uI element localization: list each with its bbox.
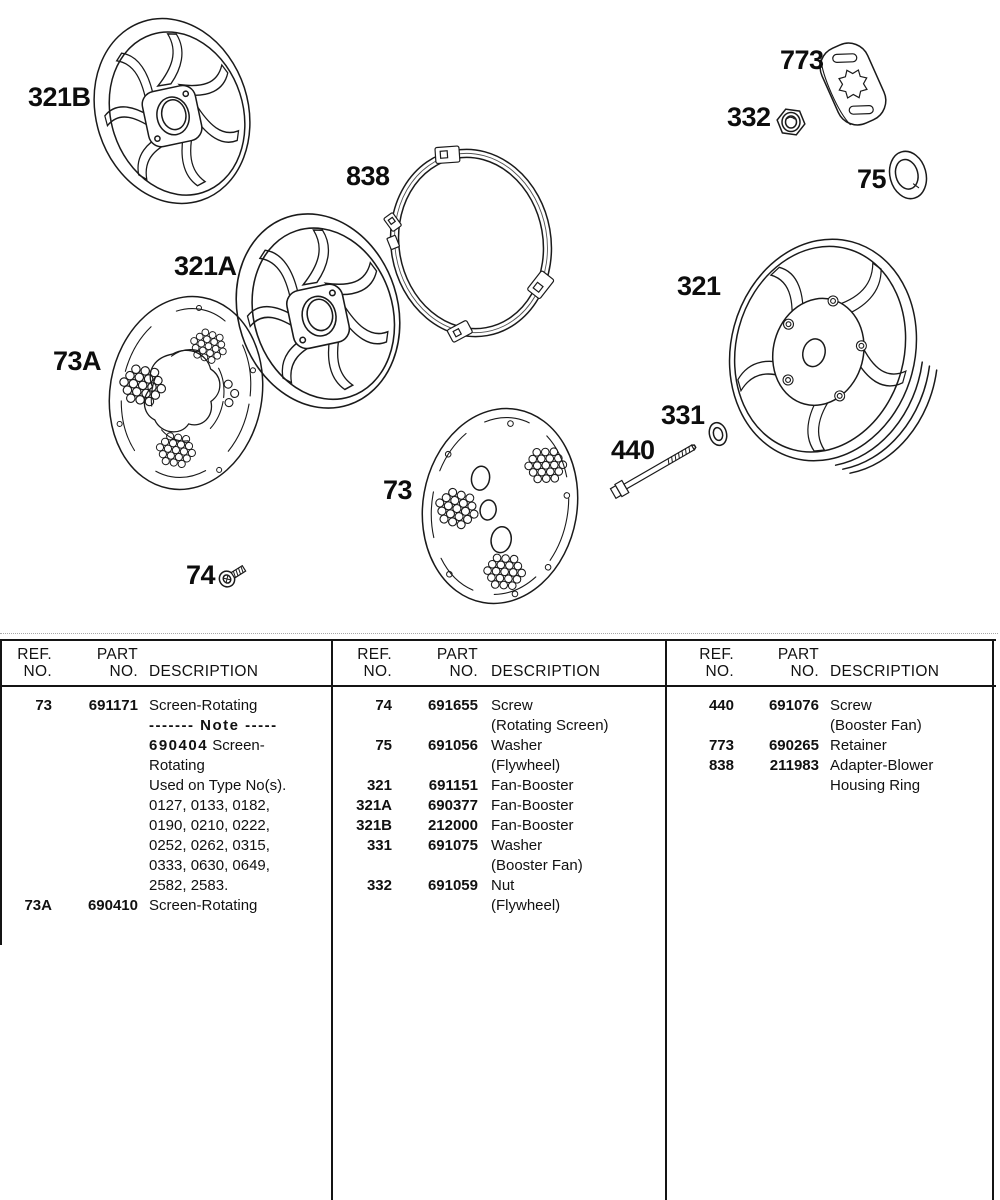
description: Used on Type No(s).	[149, 777, 287, 794]
parts-table-column-3	[670, 641, 1000, 796]
part-label-773: 773	[780, 45, 824, 75]
washer-75-drawing	[884, 147, 931, 203]
ref-no: 773	[708, 737, 734, 754]
table-row	[670, 696, 1000, 716]
description: (Booster Fan)	[491, 857, 583, 874]
table-row	[670, 736, 1000, 756]
description: (Flywheel)	[491, 897, 561, 914]
table-row	[336, 776, 666, 796]
part-label-331: 331	[661, 400, 705, 430]
table-body	[670, 696, 1000, 796]
table-row	[2, 816, 332, 836]
part-no: 691171	[88, 697, 138, 714]
part-no: 690410	[87, 897, 138, 914]
header-description: DESCRIPTION	[491, 663, 601, 680]
table-body	[336, 696, 666, 916]
table-row	[2, 696, 332, 716]
part-label-73a: 73A	[53, 346, 102, 376]
part-no: 691655	[427, 697, 478, 714]
part-no: 691151	[428, 777, 478, 794]
header-part: PART	[436, 646, 478, 663]
part-no: 691056	[427, 737, 478, 754]
table-top-dotted-line	[0, 633, 998, 634]
description: Retainer	[830, 737, 887, 754]
part-label-321b: 321B	[28, 82, 91, 112]
ref-no: 73	[35, 697, 52, 714]
table-row	[336, 756, 666, 776]
screen-73a-drawing	[94, 284, 277, 501]
screw-74-drawing	[216, 562, 248, 590]
part-label-74: 74	[186, 560, 216, 590]
table-row	[2, 776, 332, 796]
header-part: NO.	[109, 663, 138, 680]
screen-73-drawing	[407, 396, 593, 616]
table-row	[670, 716, 1000, 736]
header-ref: NO.	[23, 663, 52, 680]
header-ref: REF.	[17, 646, 52, 663]
ref-no: 74	[375, 697, 392, 714]
part-no: 691059	[427, 877, 478, 894]
parts-table-column-1	[2, 641, 332, 916]
ref-no: 331	[366, 837, 392, 854]
table-row	[336, 816, 666, 836]
table-row	[2, 856, 332, 876]
fan-321b-drawing	[71, 0, 274, 224]
description: Nut	[491, 877, 515, 894]
header-part: NO.	[790, 663, 819, 680]
ref-no: 838	[708, 757, 734, 774]
nut-332-drawing	[775, 108, 806, 136]
table-header	[336, 641, 666, 680]
retainer-773-drawing	[813, 36, 892, 131]
fan-321-drawing	[705, 218, 964, 488]
ref-no: 321B	[356, 817, 392, 834]
table-row	[2, 836, 332, 856]
description: Screen-Rotating	[149, 897, 258, 914]
part-no: 211983	[769, 757, 819, 774]
header-ref: NO.	[363, 663, 392, 680]
header-part: PART	[777, 646, 819, 663]
part-no: 691075	[427, 837, 478, 854]
description: (Flywheel)	[491, 757, 561, 774]
description: (Booster Fan)	[830, 717, 922, 734]
table-body	[2, 696, 332, 916]
table-row	[2, 796, 332, 816]
part-no: 691076	[768, 697, 819, 714]
table-row	[2, 756, 332, 776]
parts-table-column-2	[336, 641, 666, 916]
table-row	[336, 896, 666, 916]
part-label-321a: 321A	[174, 251, 237, 281]
ref-no: 332	[366, 877, 392, 894]
description: ------- Note -----	[149, 717, 278, 734]
ref-no: 321	[366, 777, 392, 794]
ref-no: 75	[375, 737, 392, 754]
table-row	[336, 716, 666, 736]
header-ref: REF.	[357, 646, 392, 663]
description: (Rotating Screen)	[491, 717, 609, 734]
description: 0333, 0630, 0649,	[149, 857, 270, 874]
header-description: DESCRIPTION	[830, 663, 940, 680]
description: Fan-Booster	[491, 817, 574, 834]
table-header	[2, 641, 332, 680]
description: 690404 Screen-	[149, 737, 265, 754]
part-label-440: 440	[611, 435, 655, 465]
part-no: 690265	[768, 737, 819, 754]
description: Washer	[491, 837, 543, 854]
table-row	[336, 876, 666, 896]
header-part: PART	[96, 646, 138, 663]
part-label-73: 73	[383, 475, 413, 505]
description: Screw	[830, 697, 872, 714]
ref-no: 440	[708, 697, 734, 714]
table-row	[336, 836, 666, 856]
description: Washer	[491, 737, 543, 754]
header-part: NO.	[449, 663, 478, 680]
ref-no: 73A	[24, 897, 52, 914]
description: Screen-Rotating	[149, 697, 258, 714]
description: Fan-Booster	[491, 777, 574, 794]
description: 0127, 0133, 0182,	[149, 797, 270, 814]
table-row	[336, 856, 666, 876]
part-label-321: 321	[677, 271, 721, 301]
description: Adapter-Blower	[830, 757, 934, 774]
header-ref: NO.	[705, 663, 734, 680]
table-row	[2, 736, 332, 756]
description: Fan-Booster	[491, 797, 574, 814]
description: Screw	[491, 697, 533, 714]
part-no: 212000	[427, 817, 478, 834]
table-row	[670, 756, 1000, 776]
part-label-75: 75	[857, 164, 887, 194]
table-row	[336, 696, 666, 716]
table-row	[336, 796, 666, 816]
description: 2582, 2583.	[149, 877, 229, 894]
table-row	[336, 736, 666, 756]
table-row	[670, 776, 1000, 796]
header-description: DESCRIPTION	[149, 663, 259, 680]
part-no: 690377	[427, 797, 478, 814]
table-row	[2, 896, 332, 916]
table-row	[2, 716, 332, 736]
table-row	[2, 876, 332, 896]
ring-838-drawing	[373, 130, 567, 351]
part-label-332: 332	[727, 102, 771, 132]
description: Housing Ring	[830, 777, 921, 794]
washer-331-drawing	[707, 421, 729, 448]
description: 0252, 0262, 0315,	[149, 837, 270, 854]
description: 0190, 0210, 0222,	[149, 817, 270, 834]
ref-no: 321A	[356, 797, 392, 814]
table-header	[670, 641, 1000, 680]
part-label-838: 838	[346, 161, 390, 191]
header-ref: REF.	[699, 646, 734, 663]
description: Rotating	[149, 757, 205, 774]
